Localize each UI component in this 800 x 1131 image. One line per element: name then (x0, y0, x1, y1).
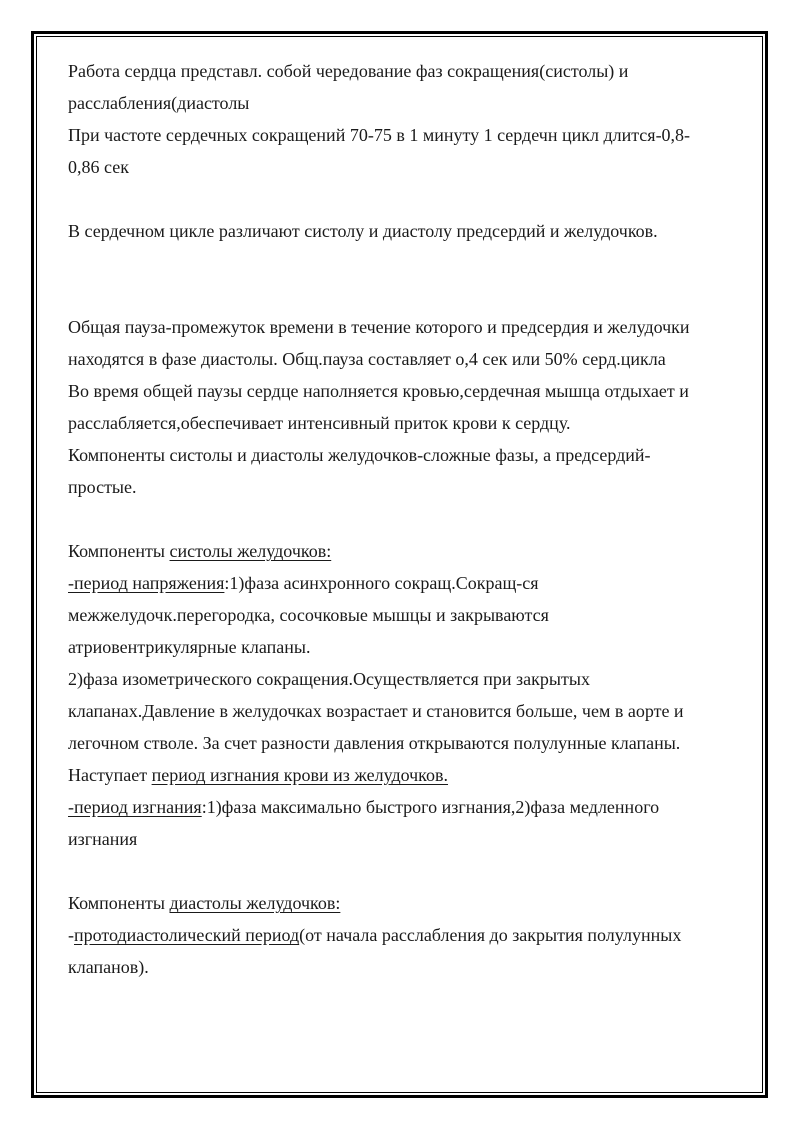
diastole-components-heading (68, 887, 708, 919)
isometric-phase-text: 2)фаза изометрического сокращения.Осуществляется при закрытых клапанах.Давление в желудочках возрастает и становится больше, чем в аорте и легочном стволе. За счет разности давления открываются полулунные клапаны. Наступает (68, 669, 684, 785)
paragraph-cycle-duration: При частоте сердечных сокращений 70-75 в 1 минуту 1 сердечн цикл длится-0,8-0,86 сек (68, 125, 691, 177)
diastole-underlined-term: диастолы желудочков: (169, 893, 341, 913)
blank-line (68, 503, 708, 535)
tension-period-label: -период напряжения (68, 573, 225, 593)
blank-line (68, 247, 708, 279)
tension-period-text: :1)фаза асинхронного сокращ.Сокращ-ся межжелудочк.перегородка, сосочковые мышцы и закрываются атриовентрикулярные клапаны. (68, 573, 549, 657)
paragraph-general-pause: Общая пауза-промежуток времени в течение которого и предсердия и желудочки находятся в фазе диастолы. Общ.пауза составляет о,4 сек или 50% серд.цикла (68, 317, 690, 369)
protodiastolic-label: протодиастолический период (74, 925, 300, 945)
tension-period-paragraph (68, 567, 708, 663)
document-body (68, 55, 708, 983)
paragraph-systole-diastole: В сердечном цикле различают систолу и диастолу предсердий и желудочков. (68, 221, 658, 241)
blank-line (68, 183, 708, 215)
paragraph-heart-cycle: Работа сердца представл. собой чередование фаз сокращения(систолы) и расслабления(диастолы (68, 61, 629, 113)
ejection-period-text: :1)фаза максимально быстрого изгнания,2)фаза медленного изгнания (68, 797, 660, 849)
systole-components-heading (68, 535, 708, 567)
protodiastolic-text: (от начала расслабления до закрытия полулунных клапанов). (68, 925, 682, 977)
ejection-period-term: период изгнания крови из желудочков. (151, 765, 449, 785)
protodiastolic-prefix: - (68, 925, 74, 945)
blank-line (68, 855, 708, 887)
heading-prefix: Компоненты (68, 541, 170, 561)
paragraph-phase-types: Компоненты систолы и диастолы желудочков-сложные фазы, а предсердий-простые. (68, 445, 651, 497)
paragraph-pause-effects: Во время общей паузы сердце наполняется кровью,сердечная мышца отдыхает и расслабляется,обеспечивает интенсивный приток крови к сердцу. (68, 381, 689, 433)
systole-underlined-term: систолы желудочков: (169, 541, 332, 561)
blank-line (68, 279, 708, 311)
ejection-period-label: -период изгнания (68, 797, 202, 817)
ejection-period-paragraph (68, 791, 708, 855)
heading-prefix: Компоненты (68, 893, 170, 913)
protodiastolic-paragraph (68, 919, 708, 983)
isometric-phase-paragraph (68, 663, 708, 791)
